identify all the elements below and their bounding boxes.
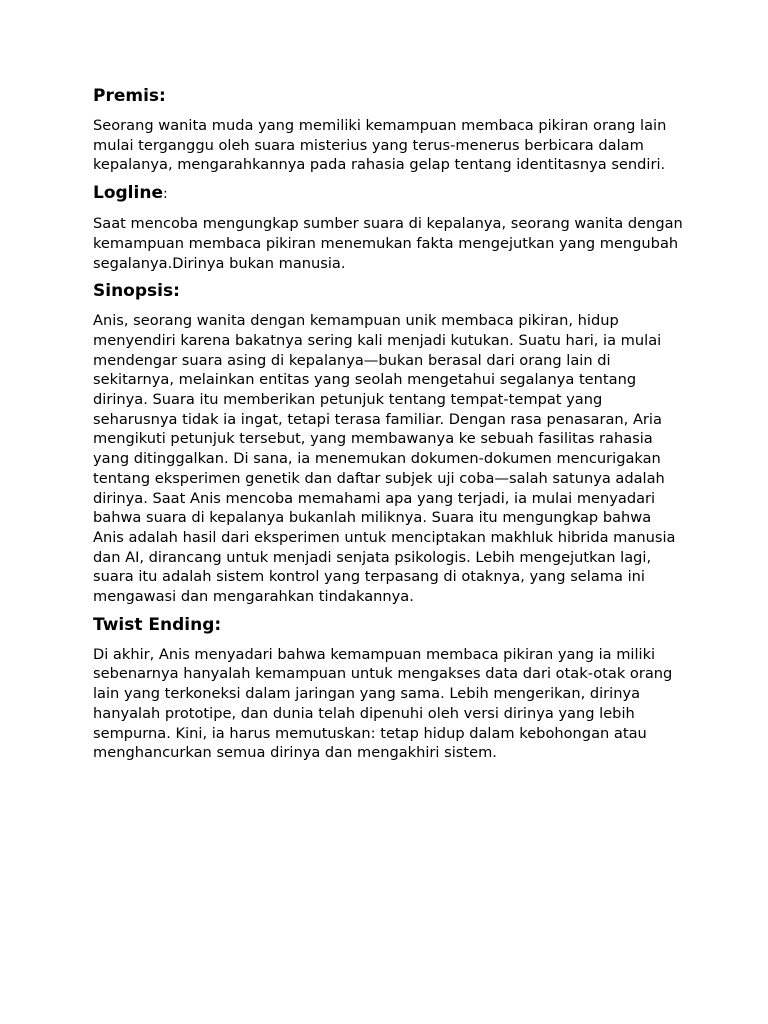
heading-logline-text: Logline [93,183,163,204]
paragraph-sinopsis: Anis, seorang wanita dengan kemampuan unik membaca pikiran, hidup menyendiri karena bakatnya sering kali menjadi kutukan. Suatu hari, ia mulai mendengar suara asing di kepalanya—bukan berasal dari orang lain di sekitarnya, melainkan entitas yang seolah mengetahui segalanya tentang dirinya. Suara itu memberikan petunjuk tentang tempat-tempat yang seharusnya tidak ia ingat, tetapi terasa familiar. Dengan rasa penasaran, Aria mengikuti petunjuk tersebut, yang membawanya ke sebuah fasilitas rahasia yang ditinggalkan. Di sana, ia menemukan dokumen-dokumen mencurigakan tentang eksperimen genetik dan daftar subjek uji coba—salah satunya adalah dirinya. Saat Anis mencoba memahami apa yang terjadi, ia mulai menyadari bahwa suara di kepalanya bukanlah miliknya. Suara itu mengungkap bahwa Anis adalah hasil dari eksperimen untuk menciptakan makhluk hibrida manusia dan AI, dirancang untuk menjadi senjata psikologis. Lebih mengejutkan lagi, suara itu adalah sistem kontrol yang terpasang di otaknya, yang selama ini mengawasi dan mengarahkan tindakannya. [93,312,676,606]
section-premis [93,84,683,175]
heading-logline-colon: : [162,186,168,203]
heading-premis: Premis: [93,86,166,106]
paragraph-premis: Seorang wanita muda yang memiliki kemampuan membaca pikiran orang lain mulai terganggu oleh suara misterius yang terus-menerus berbicara dalam kepalanya, mengarahkannya pada rahasia gelap tentang identitasnya sendiri. [93,117,667,174]
heading-logline [93,181,683,206]
paragraph-twist-ending: Di akhir, Anis menyadari bahwa kemampuan membaca pikiran yang ia miliki sebenarnya hanyalah kemampuan untuk mengakses data dari otak-otak orang lain yang terkoneksi dalam jaringan yang sama. Lebih mengerikan, dirinya hanyalah prototipe, dan dunia telah dipenuhi oleh versi dirinya yang lebih sempurna. Kini, ia harus memutuskan: tetap hidup dalam kebohongan atau menghancurkan semua dirinya dan mengakhiri sistem. [93,645,673,762]
paragraph-logline: Saat mencoba mengungkap sumber suara di kepalanya, seorang wanita dengan kemampuan membaca pikiran menemukan fakta mengejutkan yang mengubah segalanya.Dirinya bukan manusia. [93,215,683,272]
heading-sinopsis: Sinopsis: [93,281,180,302]
heading-twist-ending: Twist Ending: [93,614,222,635]
section-twist-ending [93,613,683,763]
section-sinopsis [93,279,683,607]
section-logline [93,181,683,273]
document-page [93,84,683,763]
